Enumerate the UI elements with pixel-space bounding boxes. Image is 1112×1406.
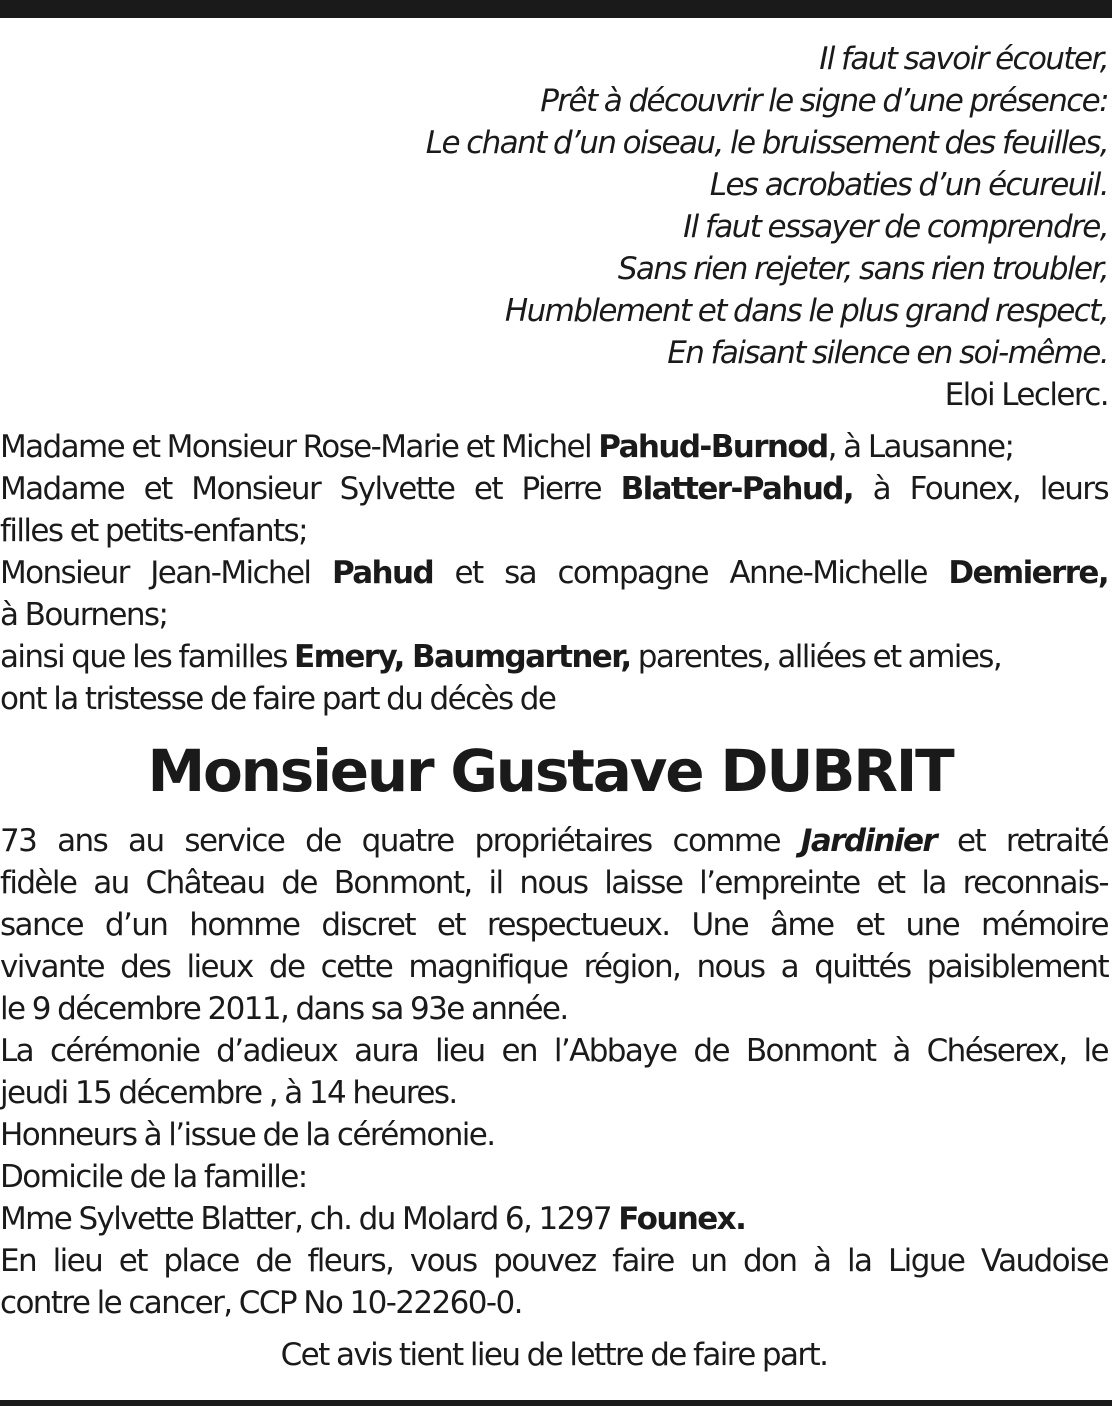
family-surname: Pahud-Burnod	[598, 429, 828, 465]
family-line	[0, 426, 1108, 468]
town-name: Founex.	[618, 1201, 746, 1237]
poem-line: Il faut savoir écouter,	[819, 41, 1108, 77]
body-line	[0, 1198, 1108, 1240]
body-line: En lieu et place de fleurs, vous pouvez faire un don à la Ligue Vaudoise	[0, 1243, 1108, 1279]
obituary-notice	[0, 38, 1108, 1376]
family-line	[0, 552, 1108, 594]
poem-line: Sans rien rejeter, sans rien troubler,	[617, 251, 1108, 287]
family-text: , à Lausanne;	[827, 429, 1014, 465]
poem-line: Humblement et dans le plus grand respect,	[504, 293, 1108, 329]
poem-line: En faisant silence en soi-même.	[667, 335, 1108, 371]
body-line: Honneurs à l’issue de la cérémonie.	[0, 1117, 495, 1153]
body-line: contre le cancer, CCP No 10-22260-0.	[0, 1285, 522, 1321]
poem-line: Les acrobaties d’un écureuil.	[709, 167, 1108, 203]
family-text: Monsieur Jean-Michel	[0, 555, 332, 591]
body-line: vivante des lieux de cette magnifique région, nous a quittés paisiblement	[0, 949, 1108, 985]
family-surname: Emery, Baumgartner,	[294, 639, 631, 675]
bottom-rule	[0, 1400, 1112, 1406]
body-line: le 9 décembre 2011, dans sa 93e année.	[0, 991, 568, 1027]
family-surname: Pahud	[331, 555, 434, 591]
deceased-name: Monsieur Gustave DUBRIT	[147, 737, 953, 805]
body-line: sance d’un homme discret et respectueux. Une âme et une mémoire	[0, 907, 1108, 943]
family-line: filles et petits-enfants;	[0, 513, 307, 549]
family-text: et sa compagne Anne-Michelle	[433, 555, 949, 591]
top-rule	[0, 0, 1112, 18]
family-announcement	[0, 426, 1108, 720]
poem-line: Il faut essayer de comprendre,	[683, 209, 1108, 245]
poem-line: Le chant d’un oiseau, le bruissement des feuilles,	[425, 125, 1108, 161]
obituary-body	[0, 820, 1108, 1324]
family-line	[0, 468, 1108, 510]
body-line: Domicile de la famille:	[0, 1159, 307, 1195]
poem-author: Eloi Leclerc.	[944, 377, 1108, 413]
family-text: à Founex, leurs	[853, 471, 1108, 507]
family-line: à Bournens;	[0, 597, 168, 633]
family-text: Madame et Monsieur Rose-Marie et Michel	[0, 429, 599, 465]
body-text: 73 ans au service de quatre propriétaires comme	[0, 823, 801, 859]
body-line: jeudi 15 décembre , à 14 heures.	[0, 1075, 457, 1111]
body-line	[0, 820, 1108, 862]
family-surname: Demierre,	[948, 555, 1108, 591]
family-text: ainsi que les familles	[0, 639, 295, 675]
poem	[0, 38, 1108, 416]
family-text: Madame et Monsieur Sylvette et Pierre	[0, 471, 621, 507]
body-text: Mme Sylvette Blatter, ch. du Molard 6, 1297	[0, 1201, 619, 1237]
family-surname: Blatter-Pahud,	[620, 471, 854, 507]
body-text: et retraité	[936, 823, 1108, 859]
poem-line: Prêt à découvrir le signe d’une présence:	[540, 83, 1108, 119]
profession: Jardinier	[800, 823, 937, 859]
family-line	[0, 636, 1108, 678]
family-line: ont la tristesse de faire part du décès de	[0, 681, 556, 717]
body-line: fidèle au Château de Bonmont, il nous laisse l’empreinte et la reconnais-	[0, 865, 1108, 901]
body-line: La cérémonie d’adieux aura lieu en l’Abbaye de Bonmont à Chéserex, le	[0, 1033, 1108, 1069]
closing-note: Cet avis tient lieu de lettre de faire part.	[280, 1337, 828, 1373]
family-text: parentes, alliées et amies,	[630, 639, 1002, 675]
